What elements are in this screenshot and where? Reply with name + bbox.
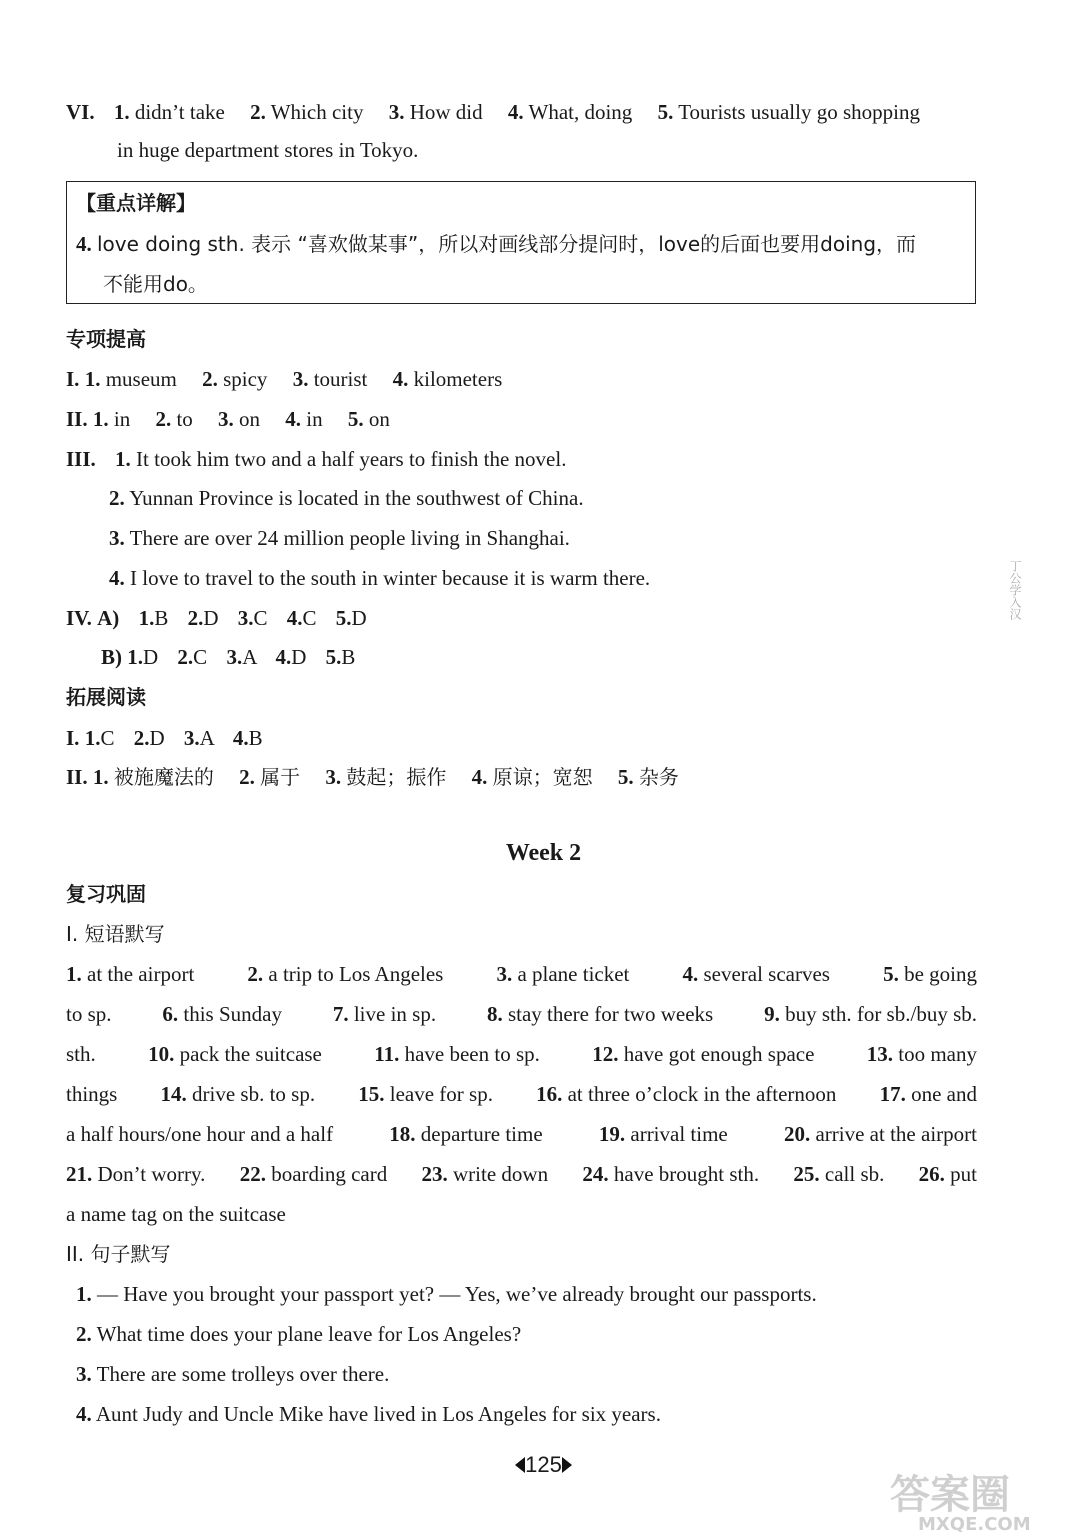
improve-iii-sentence-4: I love to travel to the south in winter because it is warm there. bbox=[130, 566, 651, 590]
phrase-number: 10. bbox=[148, 1042, 175, 1066]
phrase-item bbox=[66, 1000, 112, 1028]
phrase-number: 25. bbox=[793, 1162, 820, 1186]
phrase-text: call sb. bbox=[824, 1162, 885, 1186]
phrase-item bbox=[764, 1000, 977, 1028]
phrase-item bbox=[487, 1000, 713, 1028]
improve-ii-roman: II. bbox=[66, 407, 88, 431]
improve-ii-4: in bbox=[306, 407, 323, 431]
phrase-item bbox=[358, 1080, 493, 1108]
improve-iv-b-2: C bbox=[193, 645, 208, 669]
phrase-item bbox=[919, 1160, 977, 1188]
phrase-item bbox=[333, 1000, 436, 1028]
phrase-text: a trip to Los Angeles bbox=[268, 962, 444, 986]
phrase-text: boarding card bbox=[271, 1162, 388, 1186]
phrase-number: 23. bbox=[421, 1162, 448, 1186]
reading-ii-4: 原谅；宽恕 bbox=[492, 765, 593, 789]
sentence-number: 3. bbox=[76, 1362, 92, 1386]
phrase-number: 26. bbox=[918, 1162, 945, 1186]
phrase-item bbox=[867, 1040, 977, 1068]
sentence-text: There are some trolleys over there. bbox=[96, 1362, 390, 1386]
improve-iii-sentence-1: It took him two and a half years to finish the novel. bbox=[136, 447, 567, 471]
watermark-top-text: 答案圈 bbox=[890, 1472, 1010, 1518]
phrase-number: 16. bbox=[536, 1082, 563, 1106]
improve-ii: II. 1. in 2. to 3. on 4. in 5. on bbox=[66, 407, 390, 431]
improve-ii-2: to bbox=[176, 407, 193, 431]
phrase-item bbox=[880, 1080, 977, 1108]
phrase-number: 1. bbox=[66, 962, 82, 986]
phrase-text: several scarves bbox=[703, 962, 830, 986]
improve-iv-b-5: B bbox=[341, 645, 356, 669]
improve-iii-1: III. 1. It took him two and a half years to finish the novel. bbox=[66, 447, 567, 471]
phrase-text: departure time bbox=[420, 1122, 543, 1146]
phrase-text: arrival time bbox=[630, 1122, 728, 1146]
phrase-text: live in sp. bbox=[353, 1002, 437, 1026]
key-box-text-1: love doing sth. 表示 “喜欢做某事”，所以对画线部分提问时，love的后面也要用doing，而 bbox=[97, 232, 917, 256]
sentence-text: What time does your plane leave for Los Angeles? bbox=[96, 1322, 522, 1346]
phrase-text: too many bbox=[898, 1042, 977, 1066]
watermark-bottom-text: MXQE.COM bbox=[918, 1514, 1031, 1532]
page-number-text: 125 bbox=[525, 1452, 562, 1477]
phrase-text: to sp. bbox=[66, 1002, 112, 1026]
improve-i-4: kilometers bbox=[413, 367, 503, 391]
vi-answer-1: didn’t take bbox=[134, 100, 225, 124]
reading-ii-roman: II. bbox=[66, 765, 88, 789]
phrase-number: 3. bbox=[496, 962, 513, 986]
improve-iv-a-3: C bbox=[253, 606, 268, 630]
improve-iv-a-2: D bbox=[203, 606, 219, 630]
improve-iii-sentence-2: Yunnan Province is located in the southwest of China. bbox=[129, 486, 584, 510]
vi-answer-4: What, doing bbox=[528, 100, 633, 124]
phrase-number: 20. bbox=[783, 1122, 811, 1146]
sentence-item bbox=[76, 1280, 817, 1308]
reading-ii-1: 被施魔法的 bbox=[113, 765, 214, 789]
phrase-number: 13. bbox=[866, 1042, 893, 1066]
phrase-text: buy sth. for sb./buy sb. bbox=[785, 1002, 977, 1026]
section-heading-review: 复习巩固 bbox=[66, 882, 146, 906]
phrase-line bbox=[66, 1080, 977, 1108]
phrase-number: 11. bbox=[374, 1042, 400, 1066]
phrase-number: 7. bbox=[332, 1002, 349, 1026]
improve-ii-3: on bbox=[239, 407, 261, 431]
vi-roman: VI. bbox=[66, 100, 95, 124]
phrase-text: one and bbox=[911, 1082, 977, 1106]
improve-iii-4: 4. I love to travel to the south in winter because it is warm there. bbox=[109, 566, 651, 590]
improve-i-2: spicy bbox=[223, 367, 268, 391]
phrase-item bbox=[66, 1120, 333, 1148]
vi-num-1: 1. bbox=[113, 100, 130, 124]
improve-ii-5: on bbox=[368, 407, 390, 431]
key-box-line-1 bbox=[76, 230, 916, 258]
improve-iv-b-1: D bbox=[143, 645, 159, 669]
sentence-number: 4. bbox=[76, 1402, 92, 1426]
phrase-text: drive sb. to sp. bbox=[192, 1082, 316, 1106]
phrase-number: 12. bbox=[592, 1042, 619, 1066]
improve-ii-1: in bbox=[113, 407, 131, 431]
phrase-text: sth. bbox=[66, 1042, 96, 1066]
phrase-line bbox=[66, 1040, 977, 1068]
improve-iii-sentence-3: There are over 24 million people living in Shanghai. bbox=[129, 526, 570, 550]
phrase-number: 2. bbox=[247, 962, 264, 986]
phrase-number: 17. bbox=[879, 1082, 906, 1106]
reading-ii-2: 属于 bbox=[260, 765, 301, 789]
phrase-number: 15. bbox=[358, 1082, 385, 1106]
phrase-text: pack the suitcase bbox=[179, 1042, 322, 1066]
phrase-item bbox=[599, 1120, 728, 1148]
improve-iv-a-label: A) bbox=[97, 606, 120, 630]
phrase-item bbox=[161, 1080, 316, 1108]
phrase-item bbox=[66, 1160, 205, 1188]
phrase-item bbox=[240, 1160, 388, 1188]
section-heading-improve: 专项提高 bbox=[66, 327, 146, 351]
sentences-heading-text: II. 句子默写 bbox=[66, 1242, 171, 1266]
sentence-number: 2. bbox=[76, 1322, 92, 1346]
reading-i-1: C bbox=[100, 726, 115, 750]
reading-i-2: D bbox=[149, 726, 165, 750]
improve-i-3: tourist bbox=[313, 367, 368, 391]
reading-i: I. 1.C 2.D 3.A 4.B bbox=[66, 726, 263, 750]
improve-iii-3: 3. There are over 24 million people living in Shanghai. bbox=[109, 526, 570, 550]
phrase-text: a name tag on the suitcase bbox=[66, 1202, 286, 1226]
phrase-text: stay there for two weeks bbox=[507, 1002, 714, 1026]
vi-answers bbox=[66, 98, 920, 126]
phrase-number: 9. bbox=[764, 1002, 780, 1026]
phrase-item bbox=[148, 1040, 322, 1068]
sentence-item bbox=[76, 1320, 521, 1348]
phrase-item bbox=[592, 1040, 814, 1068]
phrase-item bbox=[793, 1160, 884, 1188]
phrase-text: put bbox=[950, 1162, 977, 1186]
reading-i-3: A bbox=[199, 726, 214, 750]
key-box-title: 【重点详解】 bbox=[76, 191, 196, 215]
phrase-item bbox=[582, 1160, 759, 1188]
improve-i: I. 1. museum 2. spicy 3. tourist 4. kilometers bbox=[66, 367, 503, 391]
sentence-number: 1. bbox=[76, 1282, 92, 1306]
phrase-number: 19. bbox=[598, 1122, 626, 1146]
phrase-text: at three o’clock in the afternoon bbox=[567, 1082, 837, 1106]
phrase-text: have been to sp. bbox=[404, 1042, 540, 1066]
improve-i-1: museum bbox=[105, 367, 177, 391]
improve-iv-b: B) 1.D 2.C 3.A 4.D 5.B bbox=[101, 645, 356, 669]
phrase-item bbox=[66, 960, 194, 988]
key-box-line-2: 不能用do。 bbox=[103, 272, 208, 296]
right-arrow-icon bbox=[562, 1457, 572, 1473]
phrase-line bbox=[66, 1200, 286, 1228]
sentence-item bbox=[76, 1360, 389, 1388]
phrase-item bbox=[389, 1120, 542, 1148]
vi-answer-5: Tourists usually go shopping bbox=[678, 100, 920, 124]
phrase-text: Don’t worry. bbox=[97, 1162, 206, 1186]
key-box-num: 4. bbox=[76, 232, 92, 256]
phrase-number: 6. bbox=[162, 1002, 179, 1026]
vi-num-2: 2. bbox=[250, 100, 266, 124]
phrase-number: 4. bbox=[682, 962, 699, 986]
phrase-text: a plane ticket bbox=[517, 962, 630, 986]
improve-iv-a-1: B bbox=[154, 606, 169, 630]
week-title: Week 2 bbox=[505, 840, 582, 866]
phrase-text: leave for sp. bbox=[389, 1082, 493, 1106]
left-arrow-icon bbox=[515, 1457, 525, 1473]
phrases-heading-text: I. 短语默写 bbox=[66, 922, 165, 946]
phrases-heading bbox=[66, 920, 165, 948]
phrase-number: 18. bbox=[389, 1122, 416, 1146]
phrase-line bbox=[66, 1000, 977, 1028]
phrase-number: 21. bbox=[66, 1162, 93, 1186]
phrase-item bbox=[883, 960, 977, 988]
improve-iii-2: 2. Yunnan Province is located in the southwest of China. bbox=[109, 486, 584, 510]
vi-answer-2: Which city bbox=[270, 100, 364, 124]
phrase-number: 14. bbox=[160, 1082, 187, 1106]
phrase-line bbox=[66, 1120, 977, 1148]
phrase-item bbox=[162, 1000, 282, 1028]
phrase-text: have brought sth. bbox=[613, 1162, 760, 1186]
phrase-text: at the airport bbox=[87, 962, 195, 986]
improve-iv-b-4: D bbox=[291, 645, 307, 669]
phrase-item bbox=[496, 960, 629, 988]
sentences-heading bbox=[66, 1240, 171, 1268]
vi-num-5: 5. bbox=[657, 100, 674, 124]
phrase-item bbox=[66, 1040, 96, 1068]
phrase-line bbox=[66, 960, 977, 988]
phrase-item bbox=[536, 1080, 836, 1108]
sentence-item bbox=[76, 1400, 661, 1428]
reading-ii-3: 鼓起；振作 bbox=[346, 765, 447, 789]
phrase-text: arrive at the airport bbox=[815, 1122, 977, 1146]
phrase-text: be going bbox=[904, 962, 977, 986]
phrase-item bbox=[682, 960, 830, 988]
vi-answer-5-cont: in huge department stores in Tokyo. bbox=[117, 138, 419, 162]
side-note: 丁公学入汉 bbox=[1008, 560, 1022, 620]
improve-iv-b-3: A bbox=[242, 645, 257, 669]
phrase-item bbox=[66, 1080, 117, 1108]
phrase-item bbox=[374, 1040, 540, 1068]
phrase-item bbox=[784, 1120, 977, 1148]
phrase-item bbox=[247, 960, 443, 988]
phrase-text: a half hours/one hour and a half bbox=[66, 1122, 334, 1146]
vi-num-3: 3. bbox=[388, 100, 405, 124]
phrase-line bbox=[66, 1160, 977, 1188]
reading-ii: II. 1. 被施魔法的 2. 属于 3. 鼓起；振作 4. 原谅；宽恕 5. 杂务 bbox=[66, 765, 679, 789]
improve-iv-a-4: C bbox=[302, 606, 317, 630]
section-heading-reading: 拓展阅读 bbox=[66, 685, 146, 709]
phrase-text: write down bbox=[453, 1162, 549, 1186]
phrase-number: 8. bbox=[486, 1002, 503, 1026]
phrase-item bbox=[66, 1202, 286, 1226]
sentence-text: Aunt Judy and Uncle Mike have lived in Los Angeles for six years. bbox=[95, 1402, 661, 1426]
phrase-number: 5. bbox=[883, 962, 899, 986]
phrase-text: this Sunday bbox=[183, 1002, 282, 1026]
improve-iv-roman: IV. bbox=[66, 606, 92, 630]
phrase-item bbox=[422, 1160, 549, 1188]
improve-iv-b-label: B) bbox=[101, 645, 122, 669]
phrase-number: 24. bbox=[582, 1162, 609, 1186]
improve-iv-a-5: D bbox=[351, 606, 367, 630]
vi-answer-3: How did bbox=[409, 100, 483, 124]
reading-i-4: B bbox=[248, 726, 263, 750]
phrase-text: things bbox=[66, 1082, 118, 1106]
phrase-text: have got enough space bbox=[623, 1042, 815, 1066]
improve-iii-roman: III. bbox=[66, 447, 96, 471]
reading-ii-5: 杂务 bbox=[638, 765, 679, 789]
vi-num-4: 4. bbox=[507, 100, 524, 124]
improve-iv-a: IV. A) 1.B 2.D 3.C 4.C 5.D bbox=[66, 606, 367, 630]
reading-i-roman: I. bbox=[66, 726, 80, 750]
phrase-number: 22. bbox=[239, 1162, 266, 1186]
watermark-logo bbox=[880, 1470, 1080, 1532]
improve-i-roman: I. bbox=[66, 367, 80, 391]
sentence-text: — Have you brought your passport yet? — Yes, we’ve already brought our passports. bbox=[97, 1282, 817, 1306]
